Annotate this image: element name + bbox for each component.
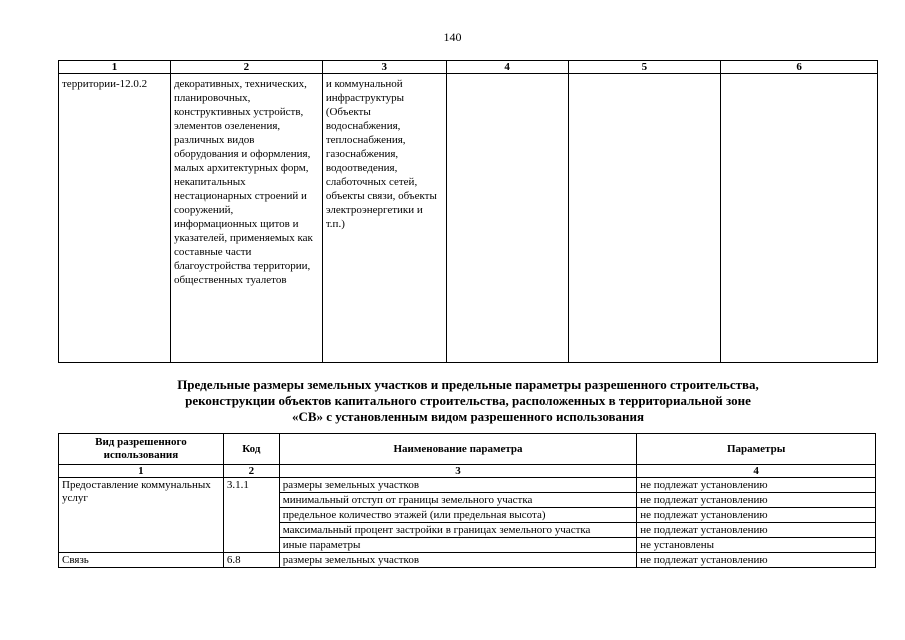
cell-param-value: не подлежат установлению bbox=[637, 478, 876, 493]
cell-empty bbox=[446, 74, 568, 363]
col-number: 4 bbox=[446, 61, 568, 74]
cell-territory: территории-12.0.2 bbox=[59, 74, 171, 363]
cell-code: 6.8 bbox=[223, 553, 279, 568]
table-row bbox=[59, 478, 876, 493]
col-number: 2 bbox=[223, 465, 279, 478]
header-params: Параметры bbox=[637, 434, 876, 465]
col-number: 1 bbox=[59, 61, 171, 74]
cell-param-name: размеры земельных участков bbox=[279, 478, 636, 493]
col-number: 2 bbox=[170, 61, 322, 74]
section-heading bbox=[58, 377, 878, 425]
page-number: 140 bbox=[443, 30, 462, 44]
continued-table bbox=[58, 60, 878, 363]
col-number: 4 bbox=[637, 465, 876, 478]
cell-param-name: размеры земельных участков bbox=[279, 553, 636, 568]
col-number: 5 bbox=[568, 61, 721, 74]
table-row bbox=[59, 553, 876, 568]
cell-param-name: максимальный процент застройки в границах земельного участка bbox=[279, 523, 636, 538]
header-use-type: Вид разрешенного использования bbox=[59, 434, 224, 465]
col-number: 1 bbox=[59, 465, 224, 478]
column-number-row bbox=[59, 465, 876, 478]
cell-param-value: не подлежат установлению bbox=[637, 523, 876, 538]
heading-line: «СВ» с установленным видом разрешенного использования bbox=[291, 409, 645, 424]
col-number: 3 bbox=[279, 465, 636, 478]
cell-use-type: Предоставление коммунальных услуг bbox=[59, 478, 224, 553]
heading-line: реконструкции объектов капитального строительства, расположенных в территориальной зоне bbox=[185, 393, 751, 408]
heading-line: Предельные размеры земельных участков и предельные параметры разрешенного строительства, bbox=[177, 377, 759, 392]
table-row bbox=[59, 74, 878, 363]
cell-code: 3.1.1 bbox=[223, 478, 279, 553]
cell-empty bbox=[721, 74, 878, 363]
cell-param-name: минимальный отступ от границы земельного участка bbox=[279, 493, 636, 508]
cell-param-name: предельное количество этажей (или предельная высота) bbox=[279, 508, 636, 523]
cell-use-type: Связь bbox=[59, 553, 224, 568]
cell-param-value: не установлены bbox=[637, 538, 876, 553]
cell-param-name: иные параметры bbox=[279, 538, 636, 553]
cell-empty bbox=[568, 74, 721, 363]
cell-param-value: не подлежат установлению bbox=[637, 508, 876, 523]
col-number: 3 bbox=[322, 61, 446, 74]
cell-param-value: не подлежат установлению bbox=[637, 493, 876, 508]
header-row bbox=[59, 434, 876, 465]
header-code: Код bbox=[223, 434, 279, 465]
cell-param-value: не подлежат установлению bbox=[637, 553, 876, 568]
header-param-name: Наименование параметра bbox=[279, 434, 636, 465]
cell-infrastructure: и коммунальной инфраструктуры (Объекты водоснабжения, теплоснабжения, газоснабжения, водоотведения, слаботочных сетей, объекты связи, объекты электроэнергетики и т.п.) bbox=[322, 74, 446, 363]
parameters-table bbox=[58, 433, 876, 568]
column-number-row bbox=[59, 61, 878, 74]
col-number: 6 bbox=[721, 61, 878, 74]
cell-description: декоративных, технических, планировочных, конструктивных устройств, элементов озеленения, различных видов оборудования и оформления, малых архитектурных форм, некапитальных нестационарных строений и сооружений, информационных щитов и указателей, применяемых как составные части благоустройства территории, общественных туалетов bbox=[170, 74, 322, 363]
